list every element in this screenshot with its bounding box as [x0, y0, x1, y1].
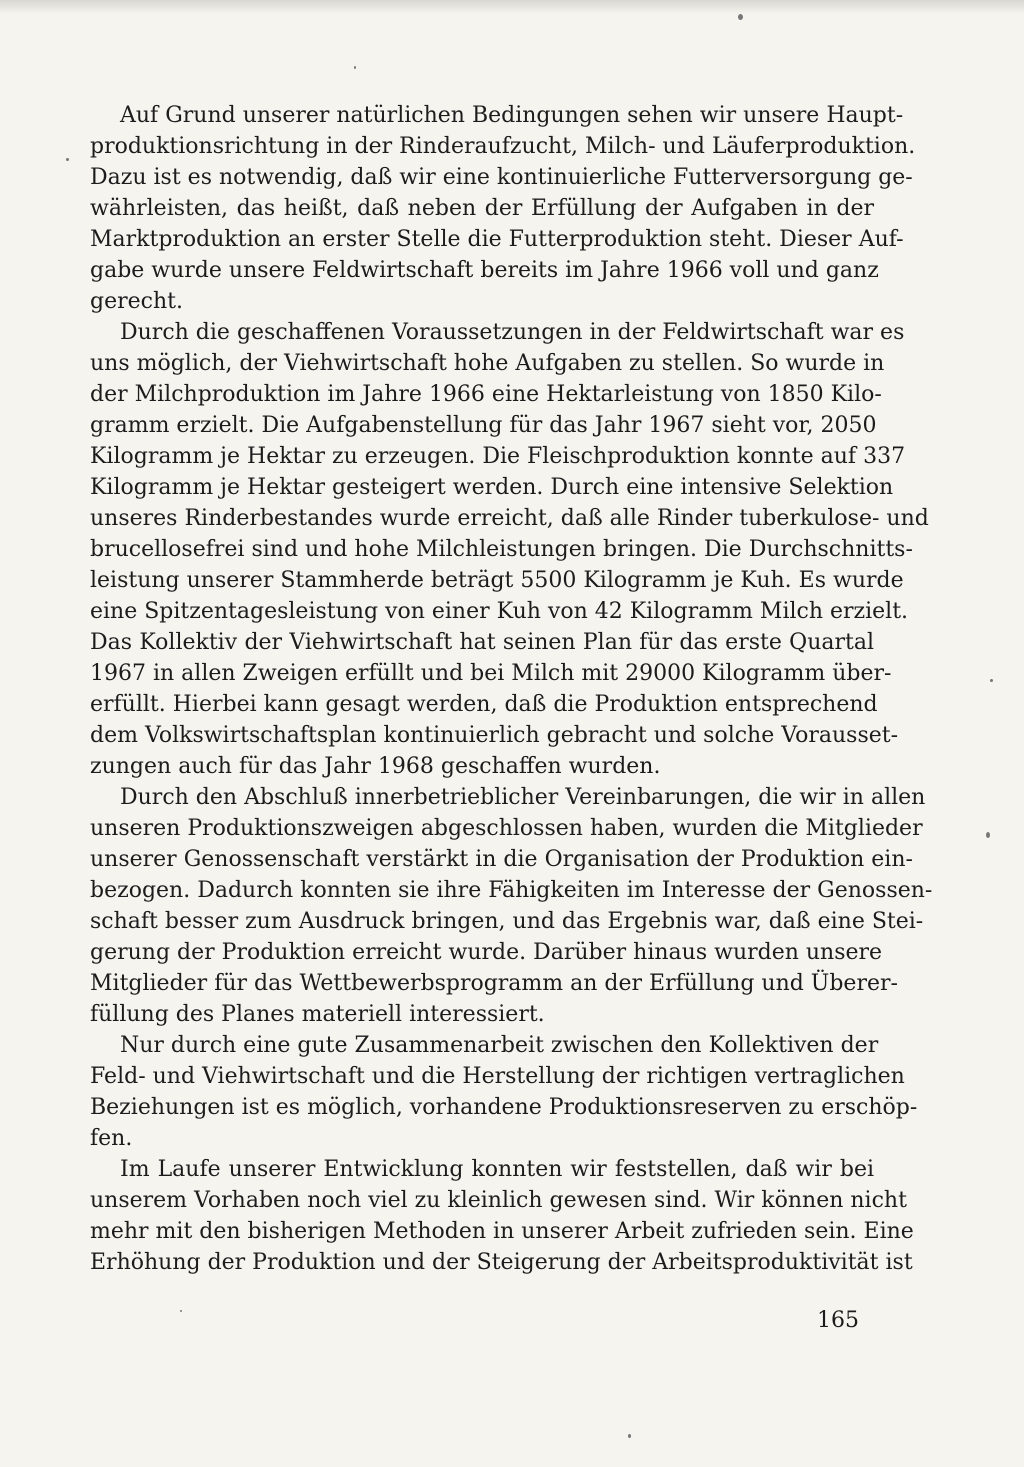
- text-line: Nur durch eine gute Zusammenarbeit zwischen den Kollektiven der: [120, 1033, 879, 1058]
- text-line: gerecht.: [90, 289, 183, 314]
- text-line: schaft besser zum Ausdruck bringen, und das Ergebnis war, daß eine Stei-: [90, 909, 924, 934]
- text-line: brucellosefrei sind und hohe Milchleistungen bringen. Die Durchschnitts-: [90, 537, 913, 562]
- paragraph-4: [90, 1030, 918, 1154]
- text-line: zungen auch für das Jahr 1968 geschaffen wurden.: [90, 754, 661, 779]
- text-line: unseres Rinderbestandes wurde erreicht, daß alle Rinder tuberkulose- und: [90, 506, 929, 531]
- paragraph-5: [90, 1154, 914, 1278]
- scan-speck: [990, 679, 993, 682]
- text-line: währleisten, das heißt, daß neben der Erfüllung der Aufgaben in der: [90, 196, 874, 221]
- text-line: Erhöhung der Produktion und der Steigerung der Arbeitsproduktivität ist: [90, 1250, 913, 1275]
- text-line: Kilogramm je Hektar gesteigert werden. Durch eine intensive Selektion: [90, 475, 894, 500]
- text-line: Feld- und Viehwirtschaft und die Herstellung der richtigen vertraglichen: [90, 1064, 905, 1089]
- paragraph-2: [90, 317, 929, 782]
- text-line: Auf Grund unserer natürlichen Bedingungen sehen wir unsere Haupt-: [120, 103, 904, 128]
- scan-edge-shadow: [0, 0, 1024, 14]
- text-line: unserem Vorhaben noch viel zu kleinlich gewesen sind. Wir können nicht: [90, 1188, 907, 1213]
- text-line: unserer Genossenschaft verstärkt in die Organisation der Produktion ein-: [90, 847, 913, 872]
- text-line: gramm erzielt. Die Aufgabenstellung für das Jahr 1967 sieht vor, 2050: [90, 413, 877, 438]
- scan-speck: [628, 1434, 631, 1438]
- text-line: füllung des Planes materiell interessiert.: [90, 1002, 545, 1027]
- text-line: gerung der Produktion erreicht wurde. Darüber hinaus wurden unsere: [90, 940, 883, 965]
- text-line: der Milchproduktion im Jahre 1966 eine Hektarleistung von 1850 Kilo-: [90, 382, 882, 407]
- scan-speck: [354, 66, 356, 69]
- text-line: fen.: [90, 1126, 133, 1151]
- text-line: Kilogramm je Hektar zu erzeugen. Die Fleischproduktion konnte auf 337: [90, 444, 906, 469]
- text-line: Das Kollektiv der Viehwirtschaft hat seinen Plan für das erste Quartal: [90, 630, 874, 655]
- text-line: leistung unserer Stammherde beträgt 5500 Kilogramm je Kuh. Es wurde: [90, 568, 904, 593]
- text-line: Marktproduktion an erster Stelle die Futterproduktion steht. Dieser Auf-: [90, 227, 904, 252]
- scan-speck: [986, 832, 990, 838]
- text-line: 1967 in allen Zweigen erfüllt und bei Milch mit 29000 Kilogramm über-: [90, 661, 892, 686]
- page-number: 165: [817, 1308, 859, 1333]
- text-line: gabe wurde unsere Feldwirtschaft bereits im Jahre 1966 voll und ganz: [90, 258, 879, 283]
- scan-speck: [738, 14, 743, 20]
- scan-speck: [66, 158, 69, 161]
- text-line: dem Volkswirtschaftsplan kontinuierlich gebracht und solche Vorausset-: [90, 723, 899, 748]
- text-line: Im Laufe unserer Entwicklung konnten wir feststellen, daß wir bei: [120, 1157, 874, 1182]
- text-line: Durch den Abschluß innerbetrieblicher Vereinbarungen, die wir in allen: [120, 785, 926, 810]
- text-line: uns möglich, der Viehwirtschaft hohe Aufgaben zu stellen. So wurde in: [90, 351, 885, 376]
- text-line: unseren Produktionszweigen abgeschlossen haben, wurden die Mitglieder: [90, 816, 923, 841]
- paragraph-1: [90, 100, 916, 317]
- text-line: erfüllt. Hierbei kann gesagt werden, daß die Produktion entsprechend: [90, 692, 878, 717]
- text-line: eine Spitzentagesleistung von einer Kuh von 42 Kilogramm Milch erzielt.: [90, 599, 909, 624]
- body-text: [90, 100, 933, 1278]
- text-line: Mitglieder für das Wettbewerbsprogramm an der Erfüllung und Überer-: [90, 971, 898, 996]
- text-line: produktionsrichtung in der Rinderaufzucht, Milch- und Läuferproduktion.: [90, 134, 916, 159]
- text-line: Beziehungen ist es möglich, vorhandene Produktionsreserven zu erschöp-: [90, 1095, 918, 1120]
- text-line: Durch die geschaffenen Voraussetzungen in der Feldwirtschaft war es: [120, 320, 905, 345]
- scan-speck: [180, 1310, 182, 1312]
- text-line: mehr mit den bisherigen Methoden in unserer Arbeit zufrieden sein. Eine: [90, 1219, 914, 1244]
- text-line: Dazu ist es notwendig, daß wir eine kontinuierliche Futterversorgung ge-: [90, 165, 913, 190]
- paragraph-3: [90, 782, 933, 1030]
- text-line: bezogen. Dadurch konnten sie ihre Fähigkeiten im Interesse der Genossen-: [90, 878, 933, 903]
